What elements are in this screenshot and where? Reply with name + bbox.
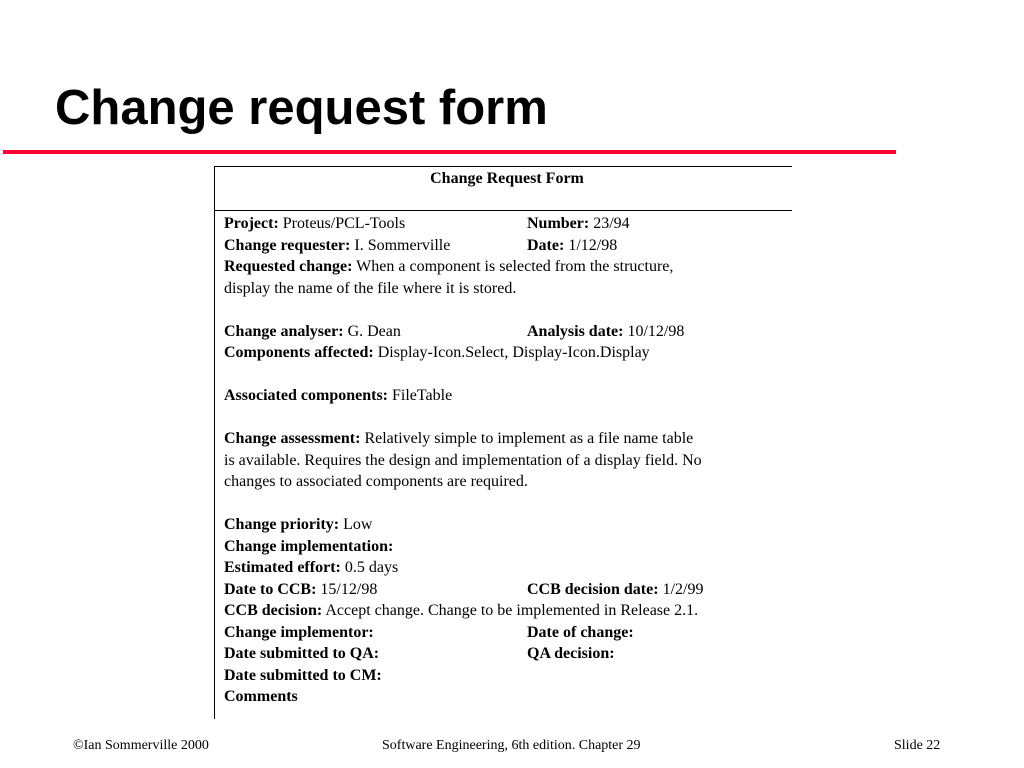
form-row-associated-components xyxy=(224,385,794,407)
change-requester-value: I. Sommerville xyxy=(354,236,451,254)
components-affected-value: Display-Icon.Select, Display-Icon.Display xyxy=(377,344,650,361)
form-row-assessment-cont2 xyxy=(224,471,794,493)
form-row-requester xyxy=(224,235,794,257)
requested-change-line2: display the name of the file where it is stored. xyxy=(224,279,517,297)
title-rule xyxy=(3,150,896,154)
ccb-decision-label: CCB decision: xyxy=(224,602,323,619)
form-header: Change Request Form xyxy=(430,170,584,187)
comments-label: Comments xyxy=(224,688,298,705)
change-priority-label: Change priority: xyxy=(224,516,340,533)
form-body xyxy=(224,213,794,708)
footer-slide-number: Slide 22 xyxy=(894,738,941,753)
change-assessment-label: Change assessment: xyxy=(224,430,361,447)
slide-title: Change request form xyxy=(55,81,548,135)
change-assessment-line1: Relatively simple to implement as a file name table xyxy=(364,430,694,447)
requested-change-label: Requested change: xyxy=(224,258,353,275)
analysis-date-label: Analysis date: xyxy=(527,322,624,340)
project-label: Project: xyxy=(224,215,279,232)
date-submitted-qa-label: Date submitted to QA: xyxy=(224,645,380,662)
components-affected-label: Components affected: xyxy=(224,344,374,361)
date-to-ccb-label: Date to CCB: xyxy=(224,580,317,598)
change-implementor-label: Change implementor: xyxy=(224,623,374,641)
form-row-assessment xyxy=(224,428,794,450)
ccb-decision-date-value: 1/2/99 xyxy=(662,580,704,598)
estimated-effort-label: Estimated effort: xyxy=(224,559,341,576)
form-row-assessment-cont1 xyxy=(224,450,794,472)
form-row-implementor xyxy=(224,622,794,644)
analysis-date-value: 10/12/98 xyxy=(627,322,685,340)
form-row-qa xyxy=(224,643,794,665)
change-requester-label: Change requester: xyxy=(224,236,351,254)
form-row-requested-change xyxy=(224,256,794,278)
form-top-border xyxy=(215,166,792,167)
form-row-implementation xyxy=(224,536,794,558)
change-analyser-label: Change analyser: xyxy=(224,322,344,340)
form-header-divider xyxy=(215,210,792,211)
qa-decision-label: QA decision: xyxy=(527,645,615,662)
form-row-analyser xyxy=(224,321,794,343)
estimated-effort-value: 0.5 days xyxy=(344,559,399,576)
change-assessment-line3: changes to associated components are required. xyxy=(224,473,528,490)
date-of-change-label: Date of change: xyxy=(527,623,634,641)
form-row-components-affected xyxy=(224,342,794,364)
associated-components-label: Associated components: xyxy=(224,387,388,404)
change-request-form xyxy=(214,166,792,719)
change-implementation-label: Change implementation: xyxy=(224,537,394,555)
change-assessment-line2: is available. Requires the design and implementation of a display field. No xyxy=(224,451,702,469)
footer-copyright: ©Ian Sommerville 2000 xyxy=(73,738,209,753)
form-row-priority xyxy=(224,514,794,536)
form-row-ccb-dates xyxy=(224,579,794,601)
form-row-cm xyxy=(224,665,794,687)
footer-book-title: Software Engineering, 6th edition. Chapter 29 xyxy=(382,738,641,753)
form-row-requested-change-cont xyxy=(224,278,794,300)
associated-components-value: FileTable xyxy=(392,387,453,404)
form-row-ccb-decision xyxy=(224,600,794,622)
form-row-comments xyxy=(224,686,794,708)
number-value: 23/94 xyxy=(593,215,630,232)
requested-change-line1: When a component is selected from the structure, xyxy=(356,258,674,275)
change-analyser-value: G. Dean xyxy=(347,322,401,340)
ccb-decision-date-label: CCB decision date: xyxy=(527,580,659,598)
date-value: 1/12/98 xyxy=(568,236,618,254)
date-to-ccb-value: 15/12/98 xyxy=(320,580,378,598)
form-row-project xyxy=(224,213,794,235)
date-submitted-cm-label: Date submitted to CM: xyxy=(224,666,382,684)
ccb-decision-value: Accept change. Change to be implemented in Release 2.1. xyxy=(325,602,699,619)
number-label: Number: xyxy=(527,215,590,232)
form-row-effort xyxy=(224,557,794,579)
date-label: Date: xyxy=(527,236,565,254)
change-priority-value: Low xyxy=(343,516,373,533)
project-value: Proteus/PCL-Tools xyxy=(282,215,406,232)
